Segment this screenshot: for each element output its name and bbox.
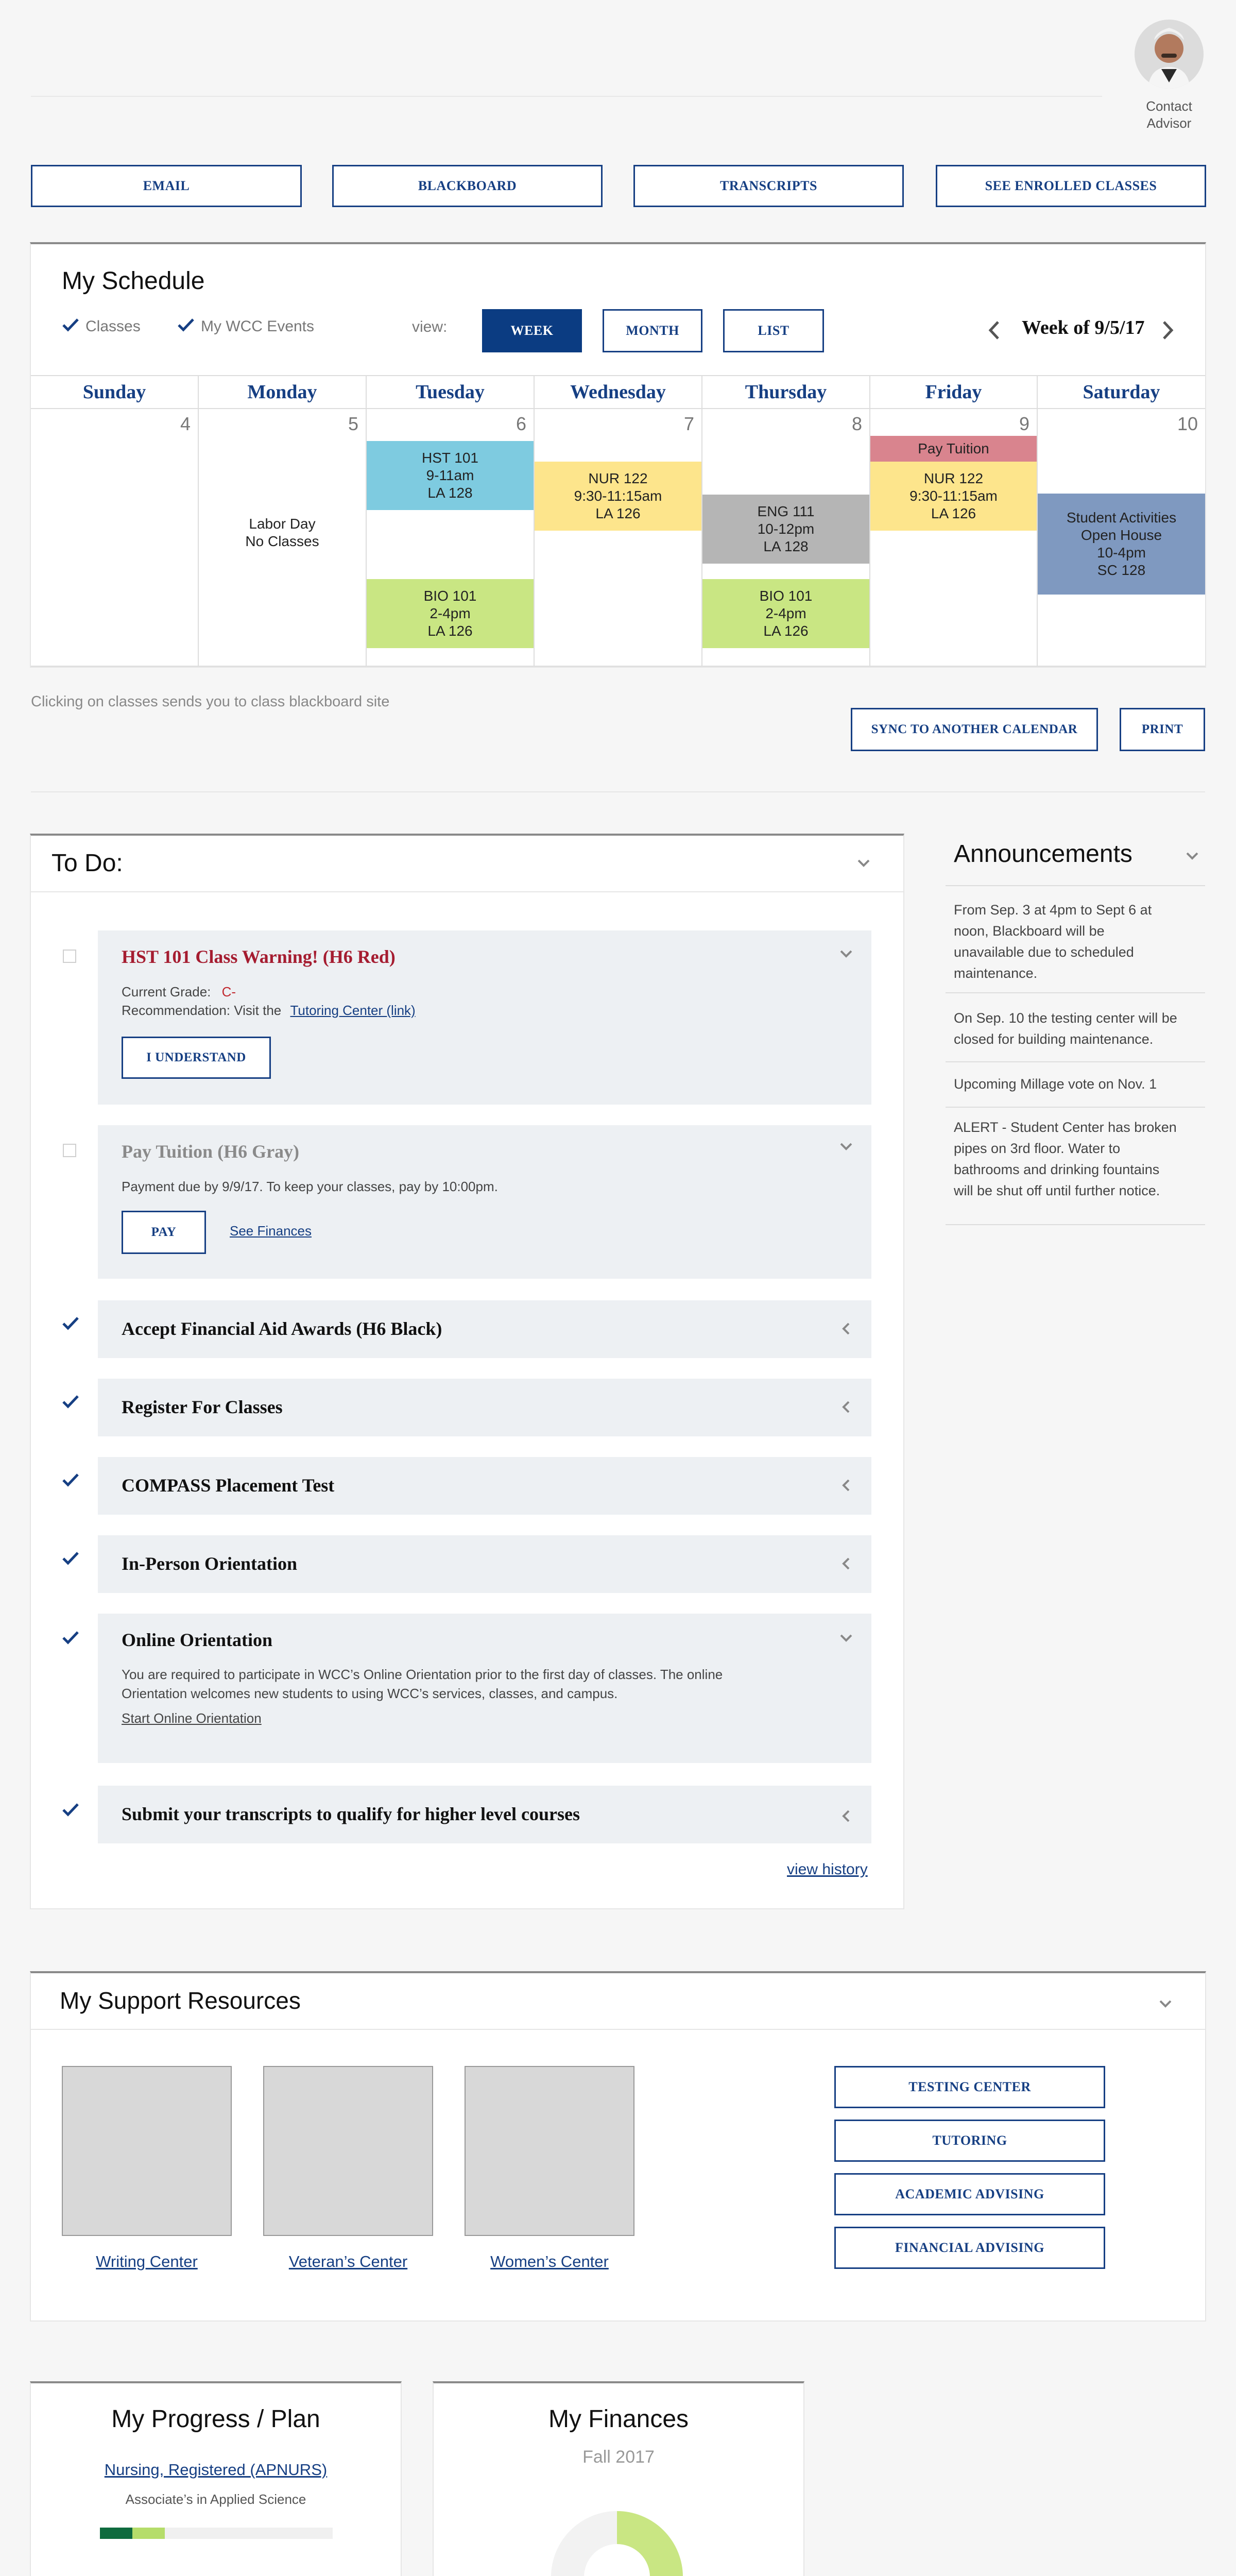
event-line: LA 128: [763, 538, 809, 554]
veterans-center-link[interactable]: Veteran’s Center: [288, 2252, 408, 2270]
todo-item-submit-transcripts[interactable]: [98, 1786, 871, 1843]
event-line: Pay Tuition: [918, 440, 989, 456]
checkmark-icon: [62, 317, 79, 335]
day-number: 10: [1177, 413, 1198, 434]
todo-item-title: Accept Financial Aid Awards (H6 Black): [122, 1318, 442, 1339]
support-header-divider: [31, 2029, 1205, 2030]
announcement-line: closed for building maintenance.: [954, 1031, 1154, 1047]
filter-wcc-events-label: My WCC Events: [201, 317, 315, 335]
announcement-line: maintenance.: [954, 965, 1038, 981]
event-line: 10-12pm: [757, 521, 815, 537]
event-line: LA 126: [931, 505, 976, 521]
view-list-button[interactable]: LIST: [723, 309, 824, 352]
announcement-line: pipes on 3rd floor. Water to: [954, 1141, 1121, 1156]
event-bio-101-thursday[interactable]: [702, 579, 869, 648]
chevron-down-icon: [839, 1631, 853, 1645]
todo-item-toggle[interactable]: [839, 1322, 853, 1335]
header-divider: [31, 96, 1102, 97]
todo-item-register-classes[interactable]: [98, 1379, 871, 1436]
event-line: HST 101: [422, 450, 478, 466]
event-line: 2-4pm: [430, 605, 471, 621]
start-online-orientation-link[interactable]: Start Online Orientation: [122, 1710, 262, 1726]
event-nur-122-friday[interactable]: [870, 462, 1037, 531]
view-history-link[interactable]: view history: [787, 1861, 868, 1878]
todo-item-in-person-orientation[interactable]: [98, 1535, 871, 1593]
todo-item-title[interactable]: HST 101 Class Warning! (H6 Red): [122, 946, 396, 967]
announcement-divider: [946, 1061, 1205, 1062]
day-column-sunday: [31, 409, 199, 667]
todo-item-title[interactable]: Pay Tuition (H6 Gray): [122, 1141, 300, 1162]
transcripts-button[interactable]: TRANSCRIPTS: [633, 165, 904, 207]
view-month-button[interactable]: MONTH: [603, 309, 702, 352]
todo-checkbox-checked[interactable]: [62, 1472, 77, 1488]
chevron-left-icon: [988, 320, 1000, 340]
todo-checkbox[interactable]: [63, 950, 76, 963]
day-header-sunday: Sunday: [31, 376, 199, 409]
announcements-title: Announcements: [954, 840, 1132, 868]
event-line: SC 128: [1097, 562, 1146, 578]
todo-item-toggle[interactable]: [839, 947, 853, 960]
announcement-line: will be shut off until further notice.: [954, 1183, 1160, 1198]
announcements-collapse-button[interactable]: [1186, 849, 1199, 862]
todo-title: To Do:: [52, 850, 123, 877]
event-eng-111[interactable]: [702, 495, 869, 564]
todo-checkbox-checked[interactable]: [62, 1394, 77, 1410]
day-header-wednesday: Wednesday: [535, 376, 702, 409]
progress-segment-in-progress: [132, 2528, 165, 2539]
chevron-down-icon: [839, 947, 853, 960]
chevron-down-icon: [839, 1140, 853, 1153]
todo-item-toggle[interactable]: [839, 1809, 853, 1823]
testing-center-button[interactable]: TESTING CENTER: [834, 2066, 1105, 2108]
pay-tuition-body: Payment due by 9/9/17. To keep your classes, pay by 10:00pm.: [122, 1179, 498, 1194]
todo-checkbox-checked[interactable]: [62, 1802, 77, 1818]
todo-item-compass-test[interactable]: [98, 1457, 871, 1515]
event-hst-101[interactable]: [367, 441, 534, 510]
print-button[interactable]: PRINT: [1120, 708, 1205, 751]
todo-item-title: In-Person Orientation: [122, 1553, 297, 1574]
event-line: LA 126: [427, 623, 473, 639]
todo-checkbox-checked[interactable]: [62, 1630, 77, 1646]
todo-header-divider: [31, 891, 903, 892]
announcement-item: [954, 1117, 1205, 1201]
announcement-line: bathrooms and drinking fountains: [954, 1162, 1160, 1177]
announcement-line: ALERT - Student Center has broken: [954, 1120, 1177, 1135]
checkmark-icon: [62, 1394, 79, 1410]
advisor-avatar[interactable]: [1135, 20, 1204, 89]
announcement-line: noon, Blackboard will be: [954, 923, 1105, 939]
todo-collapse-button[interactable]: [857, 856, 870, 870]
current-grade-value: C-: [221, 984, 236, 999]
view-week-button[interactable]: WEEK: [482, 309, 582, 352]
chevron-down-icon: [1186, 849, 1199, 862]
recommendation-row: [122, 1003, 416, 1019]
week-label: Week of 9/5/17: [1022, 317, 1145, 338]
filter-classes[interactable]: [62, 317, 141, 335]
checkmark-icon: [62, 1802, 79, 1818]
day-number: 6: [516, 413, 526, 434]
contact-advisor-line1: Contact: [1146, 98, 1192, 114]
todo-item-financial-aid[interactable]: [98, 1300, 871, 1358]
see-enrolled-classes-button[interactable]: SEE ENROLLED CLASSES: [936, 165, 1206, 207]
day-header-monday: Monday: [199, 376, 367, 409]
day-header-saturday: Saturday: [1038, 376, 1205, 409]
day-number: 7: [683, 413, 694, 434]
day-header-friday: Friday: [870, 376, 1038, 409]
todo-item-toggle[interactable]: [839, 1140, 853, 1153]
chevron-down-icon: [857, 856, 870, 870]
womens-center-link[interactable]: Women’s Center: [490, 2252, 609, 2270]
online-orientation-body-line: Orientation welcomes new students to using WCC’s services, classes, and campus.: [122, 1686, 618, 1701]
event-line: 2-4pm: [765, 605, 806, 621]
event-line: 9:30-11:15am: [574, 488, 662, 504]
event-line: Labor Day: [249, 516, 316, 532]
chevron-down-icon: [1159, 1997, 1172, 2010]
i-understand-button[interactable]: I UNDERSTAND: [122, 1037, 271, 1079]
todo-item-title[interactable]: Online Orientation: [122, 1630, 273, 1650]
aid-donut-chart: [551, 2511, 683, 2576]
writing-center-link[interactable]: Writing Center: [96, 2252, 198, 2270]
todo-item-online-orientation: [98, 1614, 871, 1763]
schedule-note: Clicking on classes sends you to class blackboard site: [31, 693, 390, 710]
chevron-left-icon: [839, 1557, 853, 1570]
event-line: NUR 122: [923, 470, 984, 486]
recommendation-text: Recommendation: Visit the: [122, 1003, 282, 1018]
day-column-wednesday: [535, 409, 702, 667]
chevron-left-icon: [839, 1322, 853, 1335]
announcement-line: From Sep. 3 at 4pm to Sept 6 at: [954, 902, 1152, 918]
event-nur-122-wednesday[interactable]: [535, 462, 701, 531]
checkmark-icon: [177, 317, 195, 335]
section-divider: [31, 791, 1205, 792]
event-line: BIO 101: [423, 588, 477, 604]
event-line: LA 126: [595, 505, 641, 521]
contact-advisor-line2: Advisor: [1146, 115, 1192, 131]
todo-item-pay-tuition: [98, 1125, 871, 1279]
announcement-line: On Sep. 10 the testing center will be: [954, 1010, 1177, 1026]
pay-button[interactable]: PAY: [122, 1211, 206, 1254]
view-label: view:: [412, 318, 448, 335]
prev-week-button[interactable]: [988, 320, 1000, 343]
todo-item-toggle[interactable]: [839, 1479, 853, 1492]
support-title: My Support Resources: [60, 1987, 301, 2014]
online-orientation-body-line: You are required to participate in WCC’s Online Orientation prior to the first day of classes. The online: [122, 1667, 723, 1682]
announcement-divider: [946, 1107, 1205, 1108]
checkmark-icon: [62, 1551, 79, 1566]
current-grade-label: Current Grade:: [122, 984, 211, 999]
todo-checkbox[interactable]: [63, 1144, 76, 1157]
womens-center-image[interactable]: [465, 2066, 634, 2236]
filter-wcc-events[interactable]: [177, 317, 314, 335]
event-line: LA 126: [763, 623, 809, 639]
support-collapse-button[interactable]: [1159, 1997, 1172, 2010]
todo-checkbox-checked[interactable]: [62, 1551, 77, 1566]
event-pay-tuition[interactable]: [870, 436, 1037, 462]
plan-progress-bar: [100, 2528, 333, 2539]
contact-advisor-label[interactable]: [1128, 98, 1210, 132]
progress-title: My Progress / Plan: [111, 2405, 320, 2433]
announcement-item: [954, 1074, 1205, 1095]
announcement-item: [954, 1008, 1205, 1050]
sync-calendar-button[interactable]: SYNC TO ANOTHER CALENDAR: [851, 708, 1098, 751]
todo-item-title: COMPASS Placement Test: [122, 1475, 335, 1496]
chevron-left-icon: [839, 1479, 853, 1492]
event-line: ENG 111: [757, 503, 815, 519]
current-grade-row: [122, 984, 236, 1000]
checkmark-icon: [62, 1472, 79, 1488]
writing-center-image[interactable]: [62, 2066, 232, 2236]
event-line: NUR 122: [588, 470, 648, 486]
event-line: 9-11am: [426, 467, 474, 483]
event-line: Open House: [1080, 527, 1162, 543]
day-number: 9: [1019, 413, 1029, 434]
event-student-activities[interactable]: [1038, 494, 1205, 595]
event-line: 10-4pm: [1097, 545, 1146, 561]
todo-item-toggle[interactable]: [839, 1400, 853, 1414]
day-column-saturday: [1038, 409, 1205, 667]
tutoring-button[interactable]: TUTORING: [834, 2120, 1105, 2162]
finances-title: My Finances: [548, 2405, 689, 2433]
tutoring-center-link[interactable]: Tutoring Center (link): [290, 1003, 416, 1018]
degree-label: Associate’s in Applied Science: [125, 2492, 306, 2507]
day-header-thursday: Thursday: [702, 376, 870, 409]
event-line: BIO 101: [759, 588, 813, 604]
day-column-monday: [199, 409, 367, 667]
chevron-left-icon: [839, 1809, 853, 1823]
day-column-friday: [870, 409, 1038, 667]
week-calendar: [31, 375, 1205, 667]
todo-item-hst-warning: [98, 930, 871, 1105]
chevron-right-icon: [1162, 320, 1174, 340]
day-number: 4: [180, 413, 191, 434]
checkmark-icon: [62, 1630, 79, 1646]
filter-classes-label: Classes: [85, 317, 141, 335]
next-week-button[interactable]: [1162, 320, 1174, 343]
event-line: 9:30-11:15am: [909, 488, 998, 504]
announcement-divider: [946, 992, 1205, 993]
day-column-thursday: [702, 409, 870, 667]
announcement-divider: [946, 885, 1205, 886]
todo-item-title: Register For Classes: [122, 1397, 283, 1417]
todo-checkbox-checked[interactable]: [62, 1316, 77, 1331]
veterans-center-image[interactable]: [263, 2066, 433, 2236]
announcement-line: unavailable due to scheduled: [954, 944, 1134, 960]
day-number: 5: [348, 413, 358, 434]
announcement-line: Upcoming Millage vote on Nov. 1: [954, 1076, 1157, 1092]
todo-item-title: Submit your transcripts to qualify for higher level courses: [122, 1804, 580, 1824]
progress-segment-complete: [100, 2528, 132, 2539]
event-line: LA 128: [427, 485, 473, 501]
finances-term: Fall 2017: [582, 2447, 655, 2467]
financial-advising-button[interactable]: FINANCIAL ADVISING: [834, 2227, 1105, 2269]
see-finances-link[interactable]: See Finances: [230, 1223, 312, 1239]
blackboard-button[interactable]: BLACKBOARD: [332, 165, 603, 207]
checkmark-icon: [62, 1316, 79, 1331]
day-header-tuesday: Tuesday: [367, 376, 535, 409]
event-bio-101-tuesday[interactable]: [367, 579, 534, 648]
todo-item-toggle[interactable]: [839, 1631, 853, 1645]
day-number: 8: [851, 413, 862, 434]
announcement-divider: [946, 1224, 1205, 1225]
event-labor-day: [199, 512, 366, 553]
schedule-title: My Schedule: [62, 267, 205, 295]
event-line: No Classes: [245, 533, 319, 549]
todo-item-toggle[interactable]: [839, 1557, 853, 1570]
online-orientation-body: [122, 1665, 723, 1703]
email-button[interactable]: EMAIL: [31, 165, 302, 207]
program-link[interactable]: Nursing, Registered (APNURS): [104, 2461, 328, 2479]
chevron-left-icon: [839, 1400, 853, 1414]
day-column-tuesday: [367, 409, 535, 667]
event-line: Student Activities: [1066, 510, 1177, 526]
academic-advising-button[interactable]: ACADEMIC ADVISING: [834, 2173, 1105, 2215]
announcement-item: [954, 900, 1205, 984]
